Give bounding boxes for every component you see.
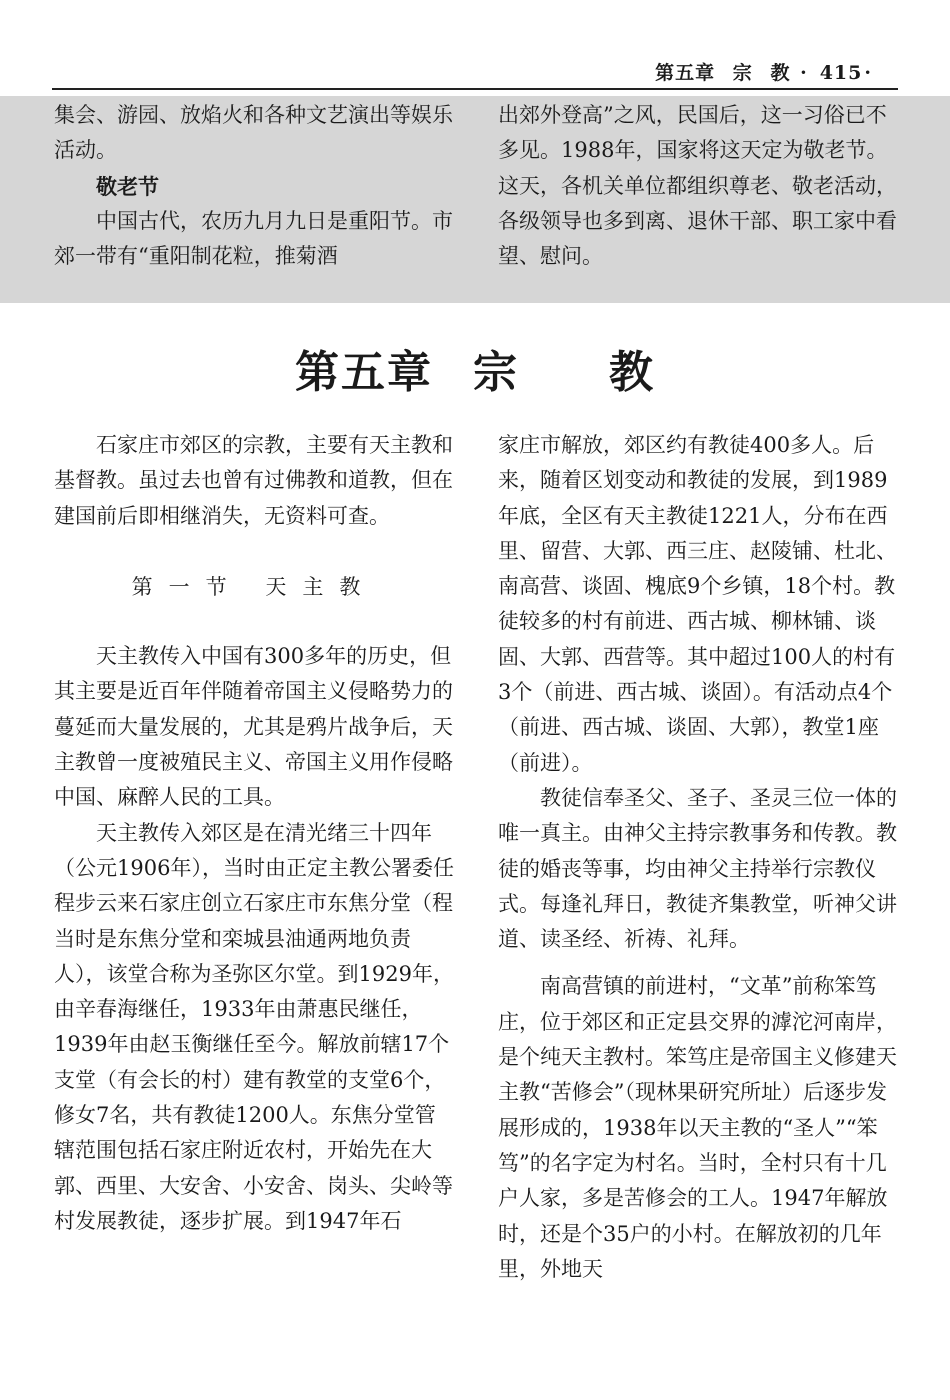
paragraph: 南高营镇的前进村，“文革”前称笨笃庄，位于郊区和正定县交界的滹沱河南岸，是个纯天主教村。笨笃庄是帝国主义修建天主教“苦修会”（现林果研究所址）后逐步发展形成的，1938年以天主教的“圣人”“笨笃”的名字定为村名。当时，全村只有十几户人家，多是苦修会的工人。1947年解放时，还是个35户的小村。在解放初的几年里，外地天 <box>498 974 897 1281</box>
paragraph: 天主教传入中国有300多年的历史，但其主要是近百年伴随着帝国主义侵略势力的蔓延而大量发展的，尤其是鸦片战争后，天主教曾一度被殖民主义、帝国主义用作侵略中国、麻醉人民的工具。 <box>54 644 453 810</box>
paragraph-gap <box>498 957 898 969</box>
running-head <box>0 0 950 96</box>
page-number-dot-left: · <box>800 62 808 84</box>
top-left-column <box>54 98 454 274</box>
paragraph: 集会、游园、放焰火和各种文艺演出等娱乐活动。 <box>54 103 453 163</box>
running-head-title-a: 宗 <box>732 62 753 84</box>
chapter-title-word-b: 教 <box>609 347 655 398</box>
chapter-title <box>0 336 950 400</box>
running-head-title-b: 教 <box>770 62 791 84</box>
running-head-chapter: 第五章 <box>655 62 716 84</box>
chapter-title-number: 第五章 <box>295 347 433 398</box>
page-number-dot-right: · <box>864 62 872 84</box>
section-title: 第一节 天主教 <box>131 574 377 599</box>
paragraph: 家庄市解放，郊区约有教徒400多人。后来，随着区划变动和教徒的发展，到1989年底，全区有天主教徒1221人，分布在西里、留营、大郭、西三庄、赵陵铺、杜北、南高营、谈固、槐底9个乡镇，18个村。教徒较多的村有前进、西古城、柳林铺、谈固、大郭、西营等。其中超过100人的村有3个（前进、西古城、谈固）。有活动点4个（前进、西古城、谈固、大郭），教堂1座（前进）。 <box>498 433 897 775</box>
main-right-column <box>498 428 898 1287</box>
paragraph: 中国古代，农历九月九日是重阳节。市郊一带有“重阳制花粒，推菊酒 <box>54 208 453 269</box>
paragraph: 石家庄市郊区的宗教，主要有天主教和基督教。虽过去也曾有过佛教和道教，但在建国前后即相继消失，无资料可查。 <box>54 433 453 528</box>
paragraph: 出郊外登高”之风，民国后，这一习俗已不多见。1988年，国家将这天定为敬老节。这天，各机关单位都组织尊老、敬老活动，各级领导也多到离、退休干部、职工家中看望、慰问。 <box>498 103 897 269</box>
header-rule <box>52 88 898 90</box>
page-number: 415 <box>819 62 863 84</box>
top-right-column <box>498 98 898 274</box>
paragraph: 教徒信奉圣父、圣子、圣灵三位一体的唯一真主。由神父主持宗教事务和传教。教徒的婚丧等事，均由神父主持举行宗教仪式。每逢礼拜日，教徒齐集教堂，听神父讲道、读圣经、祈祷、礼拜。 <box>498 785 897 952</box>
running-head-text <box>645 58 874 85</box>
section-subheading: 敬老节 <box>96 173 159 199</box>
main-left-column <box>54 428 454 1239</box>
chapter-title-word-a: 宗 <box>473 347 519 398</box>
paragraph: 天主教传入郊区是在清光绪三十四年（公元1906年），当时由正定主教公署委任程步云来石家庄创立石家庄市东焦分堂（程当时是东焦分堂和栾城县油通两地负责人），该堂合称为圣弥区尔堂。到1929年，由辛春海继任，1933年由萧惠民继任，1939年由赵玉衡继任至今。解放前辖17个支堂（有会长的村）建有教堂的支堂6个，修女7名，共有教徒1200人。东焦分堂管辖范围包括石家庄附近农村，开始先在大郭、西里、大安舍、小安舍、岗头、尖岭等村发展教徒，逐步扩展。到1947年石 <box>54 820 454 1233</box>
